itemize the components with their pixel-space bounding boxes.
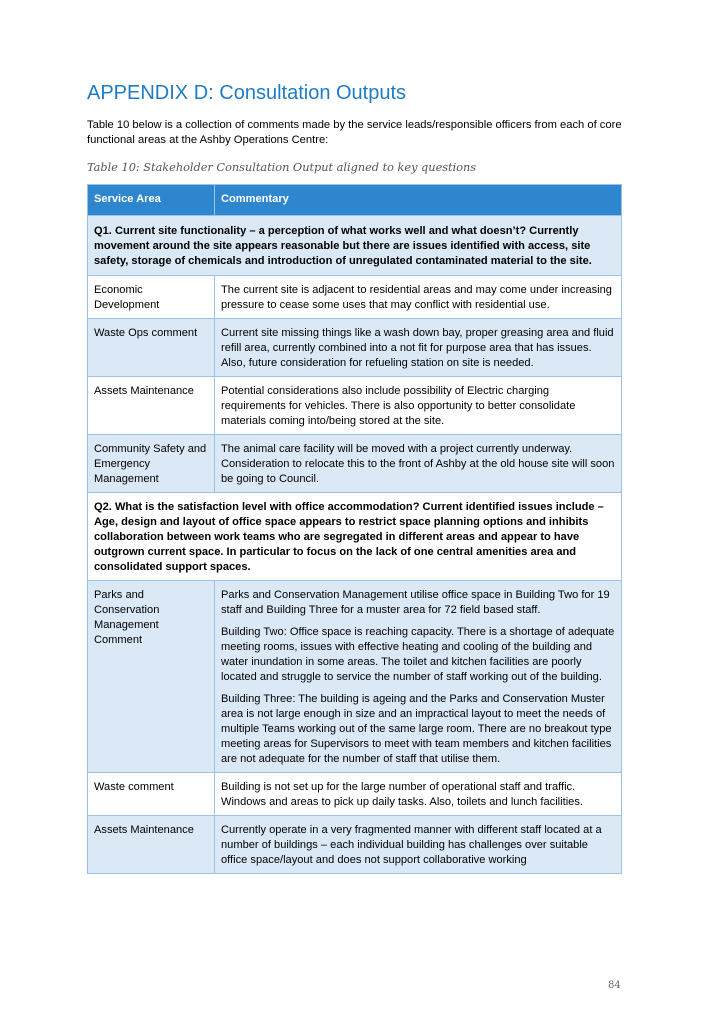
table-caption: Table 10: Stakeholder Consultation Output aligned to key questions bbox=[87, 161, 477, 174]
consultation-table bbox=[87, 184, 622, 874]
question-q2: Q2. What is the satisfaction level with office accommodation? Current identified issues include – Age, design and layout of office space appears to restrict space planning options and inhibits collaboration between work teams who are segregated in different areas and appear to have outgrown current space. In particular to focus on the lack of one central amenities area and consolidated support spaces. bbox=[88, 493, 622, 581]
table-row bbox=[88, 435, 622, 493]
question-q1: Q1. Current site functionality – a perception of what works well and what doesn’t? Currently movement around the site appears reasonable but there are issues identified with access, site safety, storage of chemicals and introduction of unregulated contaminated material to the site. bbox=[88, 216, 622, 276]
commentary-cell: The animal care facility will be moved with a project currently underway. Consideration to relocate this to the front of Ashby at the old house site will soon be going to Council. bbox=[215, 435, 622, 493]
header-commentary: Commentary bbox=[215, 185, 622, 216]
service-area-cell: Community Safety and Emergency Management bbox=[88, 435, 215, 493]
commentary-cell bbox=[215, 581, 622, 773]
commentary-cell: Current site missing things like a wash down bay, proper greasing area and fluid refill area, currently combined into a not fit for purpose area that has issues. Also, future consideration for refueling station on site is needed. bbox=[215, 319, 622, 377]
header-service-area: Service Area bbox=[88, 185, 215, 216]
commentary-cell: Potential considerations also include possibility of Electric charging requirements for vehicles. There is also opportunity to better consolidate materials coming into/being stored at the site. bbox=[215, 377, 622, 435]
table-row bbox=[88, 816, 622, 874]
service-area-cell: Assets Maintenance bbox=[88, 377, 215, 435]
table-row bbox=[88, 276, 622, 319]
table-row bbox=[88, 581, 622, 773]
commentary-paragraph: Building Two: Office space is reaching capacity. There is a shortage of adequate meeting rooms, issues with effective heating and cooling of the building and water inundation in some areas. The toilet and kitchen facilities are poorly located and struggle to service the number of staff working out of the building. bbox=[221, 626, 615, 683]
service-area-cell: Assets Maintenance bbox=[88, 816, 215, 874]
service-area-cell: Economic Development bbox=[88, 276, 215, 319]
commentary-cell: Building is not set up for the large number of operational staff and traffic. Windows and areas to pick up daily tasks. Also, toilets and lunch facilities. bbox=[215, 773, 622, 816]
table-row bbox=[88, 319, 622, 377]
service-area-cell: Parks and Conservation Management Comment bbox=[88, 581, 215, 773]
table-header-row bbox=[88, 185, 622, 216]
table-row bbox=[88, 773, 622, 816]
commentary-cell: The current site is adjacent to residential areas and may come under increasing pressure to cease some uses that may conflict with residential use. bbox=[215, 276, 622, 319]
commentary-cell: Currently operate in a very fragmented manner with different staff located at a number of buildings – each individual building has challenges over suitable office space/layout and does not support collaborative working bbox=[215, 816, 622, 874]
page-title: APPENDIX D: Consultation Outputs bbox=[87, 82, 407, 104]
service-area-cell: Waste comment bbox=[88, 773, 215, 816]
commentary-paragraph: Building Three: The building is ageing and the Parks and Conservation Muster area is not large enough in size and an impractical layout to meet the needs of multiple Teams working out of the same large room. There are no breakout type meeting areas for Supervisors to meet with team members and kitchen facilities are not adequate for the number of staff that utilise them. bbox=[221, 693, 612, 765]
commentary-paragraph: Parks and Conservation Management utilise office space in Building Two for 19 staff and Building Three for a muster area for 72 field based staff. bbox=[221, 589, 610, 616]
page-number: 84 bbox=[608, 980, 621, 991]
intro-paragraph: Table 10 below is a collection of comments made by the service leads/responsible officers from each of core functional areas at the Ashby Operations Centre: bbox=[87, 119, 622, 146]
question-row-q2 bbox=[88, 493, 622, 581]
question-row-q1 bbox=[88, 216, 622, 276]
table-row bbox=[88, 377, 622, 435]
service-area-cell: Waste Ops comment bbox=[88, 319, 215, 377]
